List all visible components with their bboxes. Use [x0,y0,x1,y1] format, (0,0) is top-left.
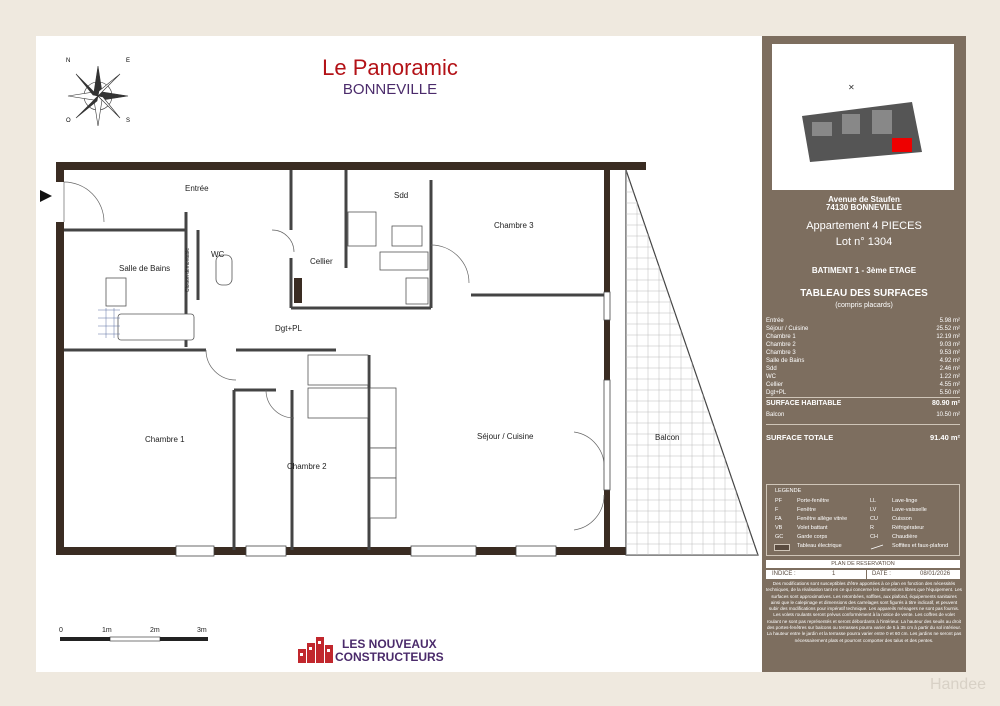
floor-plan [36,150,761,570]
room-balcon: Balcon [655,433,680,442]
legend-code: GC [775,534,784,540]
legend-code: CU [870,516,878,522]
compass-east: E [126,58,131,64]
table-row: WC 1.22 m² [766,374,960,380]
table-row: Entrée 5.98 m² [766,318,960,324]
room-salle-de-bains: Salle de Bains [119,264,171,273]
date-value: 08/01/2026 [920,571,951,577]
soffit-icon [870,544,884,550]
divider [766,397,960,398]
watermark-logo: Handee [929,676,986,693]
table-row: Chambre 1 12.19 m² [766,334,960,340]
legend-code: LL [870,498,877,504]
table-row: Chambre 3 9.53 m² [766,350,960,356]
compass-south: S [126,118,131,124]
svg-text:✕: ✕ [848,83,855,92]
apartment-type: Appartement 4 PIECES [806,220,922,232]
scale-1m: 1m [102,627,112,634]
room-sejour-cuisine: Séjour / Cuisine [477,432,534,441]
total-value: 91.40 m² [929,433,960,442]
scale-3m: 3m [197,627,207,634]
project-title: Le Panoramic [322,55,458,80]
table-row: Chambre 2 9.03 m² [766,342,960,348]
room-sdd: Sdd [394,191,409,200]
date-label: DATE : [872,571,891,577]
lot-number: Lot n° 1304 [835,236,893,248]
legend-desc: Chaudière [892,534,918,540]
room-dgt: Dgt+PL [275,324,302,333]
building-floor: BATIMENT 1 - 3ème ETAGE [811,266,917,275]
room-wc: WC [211,250,225,259]
compass-west: O [66,118,71,124]
room-entree: Entrée [185,184,209,193]
habitable-value: 80.90 m² [931,400,960,407]
legend-code: FA [775,516,782,522]
electric-panel-icon [774,544,790,551]
address-line-1: Avenue de Staufen [828,195,900,204]
key-plan-thumbnail [772,44,954,190]
balcon-value: 10.50 m² [936,412,960,418]
legend-code: R [870,525,874,531]
surface-table [766,318,960,398]
divider [766,424,960,425]
scale-bar [60,636,210,644]
legend-desc: Volet battant [797,525,828,531]
table-row: Salle de Bains 4.92 m² [766,358,960,364]
legend-code: LV [870,507,877,513]
table-row: Sdd 2.46 m² [766,366,960,372]
compass-north: N [66,58,71,64]
legend-desc: Fenêtre [797,507,816,513]
legend-desc: Porte-fenêtre [797,498,830,504]
room-chambre-3: Chambre 3 [494,221,534,230]
legend-desc: Lave-linge [892,498,918,504]
project-city: BONNEVILLE [342,81,438,98]
room-chambre-2: Chambre 2 [287,462,327,471]
address-line-2: 74130 BONNEVILLE [825,203,903,212]
brand-logo-icon [298,637,334,663]
indice-label: INDICE : [772,571,796,577]
scale-2m: 2m [150,627,160,634]
legend-desc: Soffites et faux-plafond [892,543,949,549]
legend-code: F [775,507,779,513]
table-row: Cellier 4.55 m² [766,382,960,388]
room-cloison: Cloison démontable [185,247,191,292]
plan-label: PLAN DE RESERVATION [831,561,895,567]
indice-value: 1 [832,571,836,577]
legend-desc: Lave-vaisselle [892,507,927,513]
divider [866,570,867,579]
legend-title: LEGENDE [775,488,802,494]
legal-notes: Des modifications sont susceptibles d'être apportées à ce plan en fonction des nécessités techniques, de la réalisation tant en ce qui concerne les dimensions libres que l'équipement. Les surfaces sont approximatives. Les retombées, soffites, aux plafond, équipements sanitaires ainsi que le calepinage et dimensions des carrelages sont figurés à titre indicatif, et peuvent subir des modifications pour impératif technique. Les appareils ménagers ne sont pas fournis. Les volets roulants seront prévus conformément à la notice de vente. Les coffres de volet roulant ne sont pas représentés et seront débordants à l'intérieur. La hauteur des seuils au droit des portes-fenêtres sur balcons ou terrasses pourra varier de 5 à 35 cm à partir du sol intérieur. La hauteur entre le jardin et la terrasse pourra varier entre 0 et 60 cm. Les jardins ne seront pas nécessairement plats et pourront comporter des talus et des pentes. [766,581,962,643]
table-row: Séjour / Cuisine 25.52 m² [766,326,960,332]
room-chambre-1: Chambre 1 [145,435,185,444]
legend-desc: Garde corps [797,534,828,540]
surface-table-subtitle: (compris placards) [835,302,893,309]
balcon-label: Balcon [766,412,785,418]
legend-desc: Réfrigérateur [892,525,925,531]
brand-line-1: LES NOUVEAUX [342,637,437,651]
legend-code: VB [775,525,783,531]
legend-code: PF [775,498,783,504]
legend-desc: Cuisson [892,516,912,522]
entrance-arrow-icon [40,190,52,202]
brand-line-2: CONSTRUCTEURS [335,650,444,664]
surface-table-title: TABLEAU DES SURFACES [800,288,928,299]
table-row: Dgt+PL 5.50 m² [766,390,960,396]
legend-code: CH [870,534,878,540]
legend-desc: Fenêtre allège vitrée [797,516,848,522]
total-label: SURFACE TOTALE [766,433,834,442]
legend-desc: Tableau électrique [797,543,842,549]
scale-0: 0 [59,627,63,634]
room-cellier: Cellier [310,257,333,266]
habitable-label: SURFACE HABITABLE [766,400,842,407]
